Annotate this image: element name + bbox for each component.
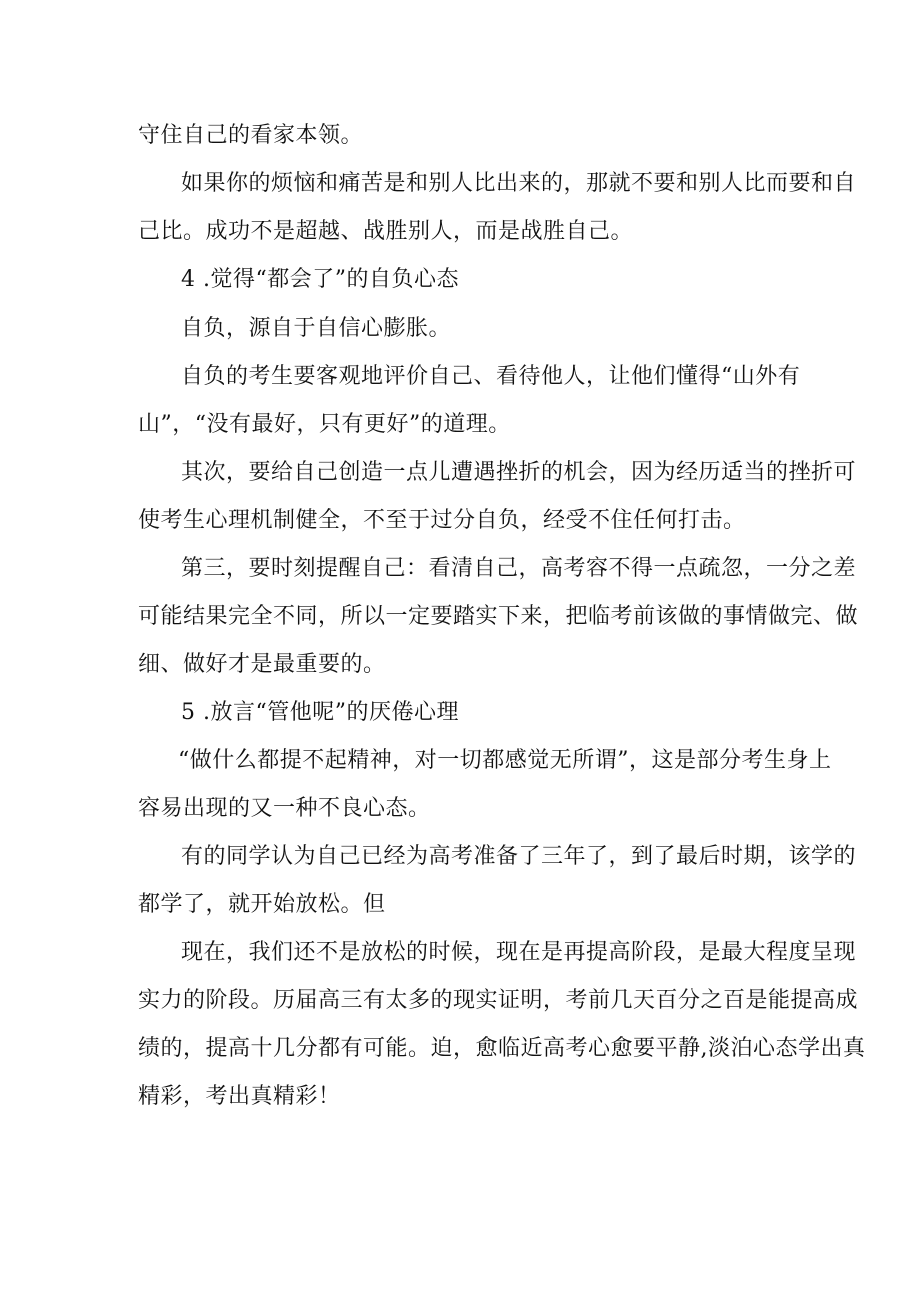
paragraph-line: 都学了，就开始放松。但 xyxy=(138,892,386,917)
paragraph-line: 第三，要时刻提醒自己：看清自己，高考容不得一点疏忽，一分之差 xyxy=(181,556,857,581)
paragraph-line: 自负的考生要客观地评价自己、看待他人，让他们懂得“山外有 xyxy=(181,364,801,389)
paragraph-line: 山”，“没有最好，只有更好”的道理。 xyxy=(138,412,511,437)
section-heading: 5 .放言“管他呢”的厌倦心理 xyxy=(181,700,459,725)
paragraph-line: 容易出现的又一种不良心态。 xyxy=(138,796,431,821)
paragraph-line: “做什么都提不起精神，对一切都感觉无所谓”，这是部分考生身上 xyxy=(178,748,832,773)
paragraph-line: 如果你的烦恼和痛苦是和别人比出来的，那就不要和别人比而要和自 xyxy=(181,171,857,196)
paragraph-line: 可能结果完全不同，所以一定要踏实下来，把临考前该做的事情做完、做 xyxy=(138,604,859,629)
paragraph-line: 细、做好才是最重要的。 xyxy=(138,652,386,677)
paragraph-line: 精彩，考出真精彩！ xyxy=(138,1084,341,1109)
paragraph-line: 守住自己的看家本领。 xyxy=(138,123,364,148)
paragraph-line: 绩的，提高十几分都有可能。迫，愈临近高考心愈要平静,淡泊心态学出真 xyxy=(138,1036,866,1061)
paragraph-line: 己比。成功不是超越、战胜别人，而是战胜自己。 xyxy=(138,219,634,244)
paragraph-line: 实力的阶段。历届高三有太多的现实证明，考前几天百分之百是能提高成 xyxy=(138,988,859,1013)
section-heading: 4 .觉得“都会了”的自负心态 xyxy=(181,267,459,292)
paragraph-line: 现在，我们还不是放松的时候，现在是再提高阶段，是最大程度呈现 xyxy=(181,940,857,965)
paragraph-line: 有的同学认为自己已经为高考准备了三年了，到了最后时期，该学的 xyxy=(181,844,857,869)
paragraph-line: 自负，源自于自信心膨胀。 xyxy=(181,316,452,341)
paragraph-line: 使考生心理机制健全，不至于过分自负，经受不住任何打击。 xyxy=(138,508,746,533)
paragraph-line: 其次，要给自己创造一点儿遭遇挫折的机会，因为经历适当的挫折可 xyxy=(181,460,857,485)
